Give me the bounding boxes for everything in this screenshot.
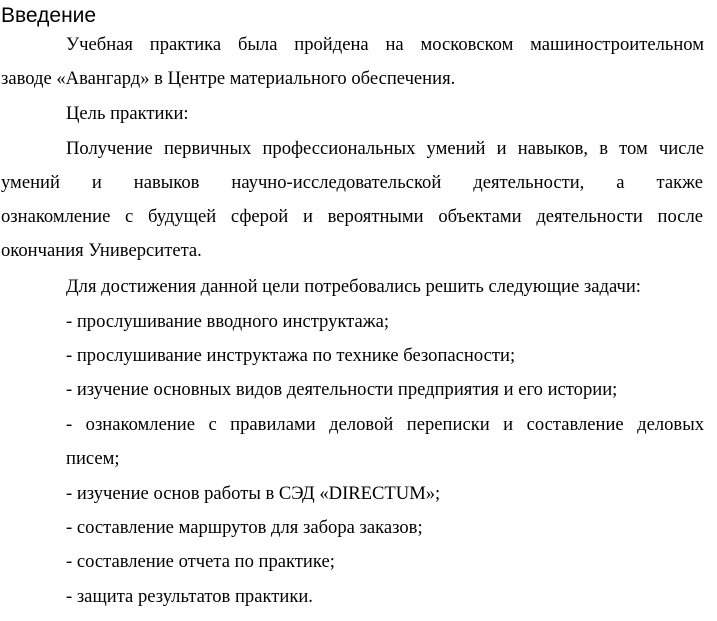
intro-line-2: заводе «Авангард» в Центре материального обеспечения. <box>1 68 456 89</box>
task-item: - составление отчета по практике; <box>66 551 335 572</box>
goal-line-1: Получение первичных профессиональных умений и навыков, в том числе <box>66 138 704 159</box>
task-item: - изучение основных видов деятельности предприятия и его истории; <box>66 379 618 400</box>
task-item: - прослушивание инструктажа по технике безопасности; <box>66 345 516 366</box>
task-item: - ознакомление с правилами деловой переписки и составление деловых <box>66 414 704 435</box>
task-item-continuation: писем; <box>66 448 120 469</box>
goal-line-2: умений и навыков научно-исследовательской деятельности, а также <box>1 172 703 193</box>
goal-label: Цель практики: <box>66 103 189 124</box>
goal-line-3: ознакомление с будущей сферой и вероятными объектами деятельности после <box>1 206 703 227</box>
tasks-intro: Для достижения данной цели потребовались решить следующие задачи: <box>66 276 641 297</box>
task-item: - составление маршрутов для забора заказов; <box>66 517 423 538</box>
task-item: - защита результатов практики. <box>66 586 313 607</box>
section-heading: Введение <box>1 4 97 27</box>
goal-line-4: окончания Университета. <box>1 240 202 261</box>
intro-line-1: Учебная практика была пройдена на московском машиностроительном <box>66 34 704 55</box>
task-item: - прослушивание вводного инструктажа; <box>66 311 390 332</box>
task-item: - изучение основ работы в СЭД «DIRECTUM»; <box>66 483 441 504</box>
